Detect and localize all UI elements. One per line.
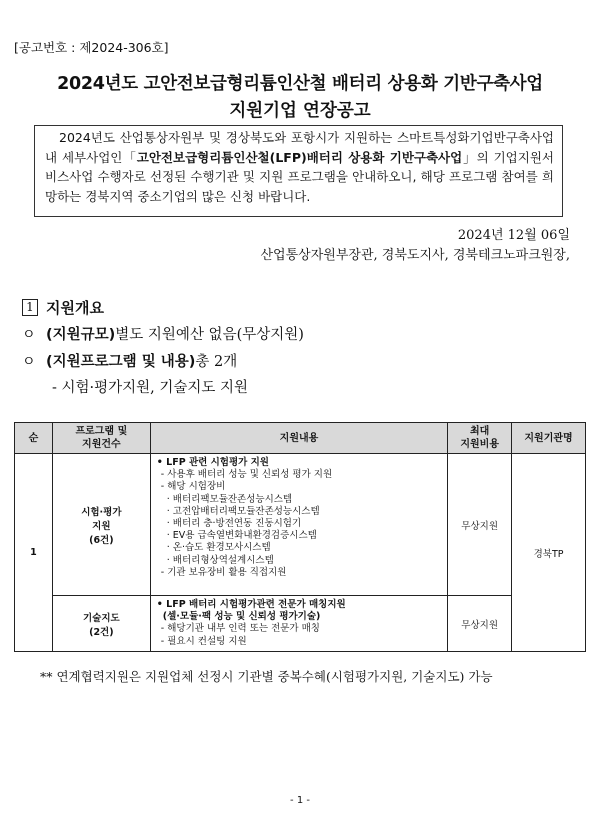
footnote: ** 연계협력지원은 지원업체 선정시 기관별 중복수혜(시험평가지원, 기술지도) 가능 (40, 669, 493, 684)
header-no: 순 (15, 423, 53, 454)
table-row (15, 454, 586, 596)
detail-heading-sub: (셀·모듈·팩 성능 및 신뢰성 평가기술) (162, 611, 321, 623)
program-detail-test (150, 454, 447, 596)
program-name-consult: 기술지도 (2건) (52, 596, 150, 652)
program-name-test: 시험·평가 지원 (6건) (52, 454, 150, 596)
detail-subitem: · EV용 급속열변화내환경검증시스템 (166, 530, 317, 542)
detail-subitem: · 배터리 충·방전연동 진동시험기 (166, 518, 302, 530)
bullet-text: 별도 지원예산 없음(무상지원) (115, 327, 304, 343)
bullet-support-scale (22, 323, 304, 344)
section-title: 지원개요 (46, 299, 104, 317)
bullet-support-program (22, 350, 237, 371)
sub-item: - 시험·평가지원, 기술지도 지원 (52, 380, 249, 396)
row-number: 1 (15, 454, 53, 652)
bullet-text: 총 2개 (195, 354, 238, 370)
section-number-box: 1 (22, 299, 38, 316)
document-title-line1: 2024년도 고안전보급형리튬인산철 배터리 상용화 기반구축사업 (57, 74, 543, 94)
detail-item: - 기관 보유장비 활용 직접지원 (160, 566, 287, 578)
header-agency: 지원기관명 (512, 423, 586, 454)
program-cost-test: 무상지원 (448, 454, 512, 596)
bullet-symbol: ㅇ (22, 353, 36, 370)
bullet-symbol: ㅇ (22, 326, 36, 343)
detail-subitem: · 배터리형상역설계시스템 (166, 554, 274, 566)
detail-item: - 사용후 배터리 성능 및 신뢰성 평가 지원 (160, 469, 333, 481)
program-detail-consult (150, 596, 447, 652)
document-title-line2: 지원기업 연장공고 (229, 101, 371, 121)
detail-subitem: · 온·습도 환경모사시스템 (166, 542, 271, 554)
intro-box (34, 125, 563, 217)
table-header-row (15, 423, 586, 454)
header-cost: 최대 지원비용 (448, 423, 512, 454)
intro-text-part2: 」의 기업지원서비스사업 수행자로 선정된 수행기관 및 지원 프로그램을 안내하오니, 해당 프로그램 참여를 희망하는 경북지역 중소기업의 많은 신청 바랍니다. (45, 149, 554, 204)
detail-item: - 필요시 컨설팅 지원 (160, 635, 247, 647)
agency-name: 경북TP (512, 454, 586, 652)
page-number: - 1 - (290, 795, 310, 806)
detail-item: - 해당기관 내부 인력 또는 전문가 매칭 (160, 623, 320, 635)
section-heading (22, 297, 104, 318)
intro-text-bold: 고안전보급형리튬인산철(LFP)배터리 상용화 기반구축사업 (136, 149, 463, 165)
notice-number: [공고번호 : 제2024-306호] (14, 40, 169, 55)
bullet-label: (지원규모) (46, 327, 116, 343)
header-program: 프로그램 및 지원건수 (52, 423, 150, 454)
program-cost-consult: 무상지원 (448, 596, 512, 652)
signer-line: 산업통상자원부장관, 경북도지사, 경북테크노파크원장, (260, 248, 570, 263)
detail-heading: • LFP 관련 시험평가 지원 (156, 457, 269, 468)
detail-subitem: · 배터리팩모듈잔존성능시스템 (166, 493, 293, 505)
notice-date: 2024년 12월 06일 (457, 228, 570, 243)
detail-item: - 해당 시험장비 (160, 481, 226, 493)
bullet-label: (지원프로그램 및 내용) (46, 354, 196, 370)
program-table (14, 422, 586, 652)
detail-subitem: · 고전압배터리팩모듈잔존성능시스템 (166, 505, 320, 517)
table-row (15, 596, 586, 652)
detail-heading: • LFP 배터리 시험평가관련 전문가 매칭지원 (156, 599, 346, 610)
header-content: 지원내용 (150, 423, 447, 454)
intro-text-part1: 2024년도 산업통상자원부 및 경상북도와 포항시가 지원하는 스마트특성화기업반구축사업 내 세부사업인「 (45, 130, 554, 165)
